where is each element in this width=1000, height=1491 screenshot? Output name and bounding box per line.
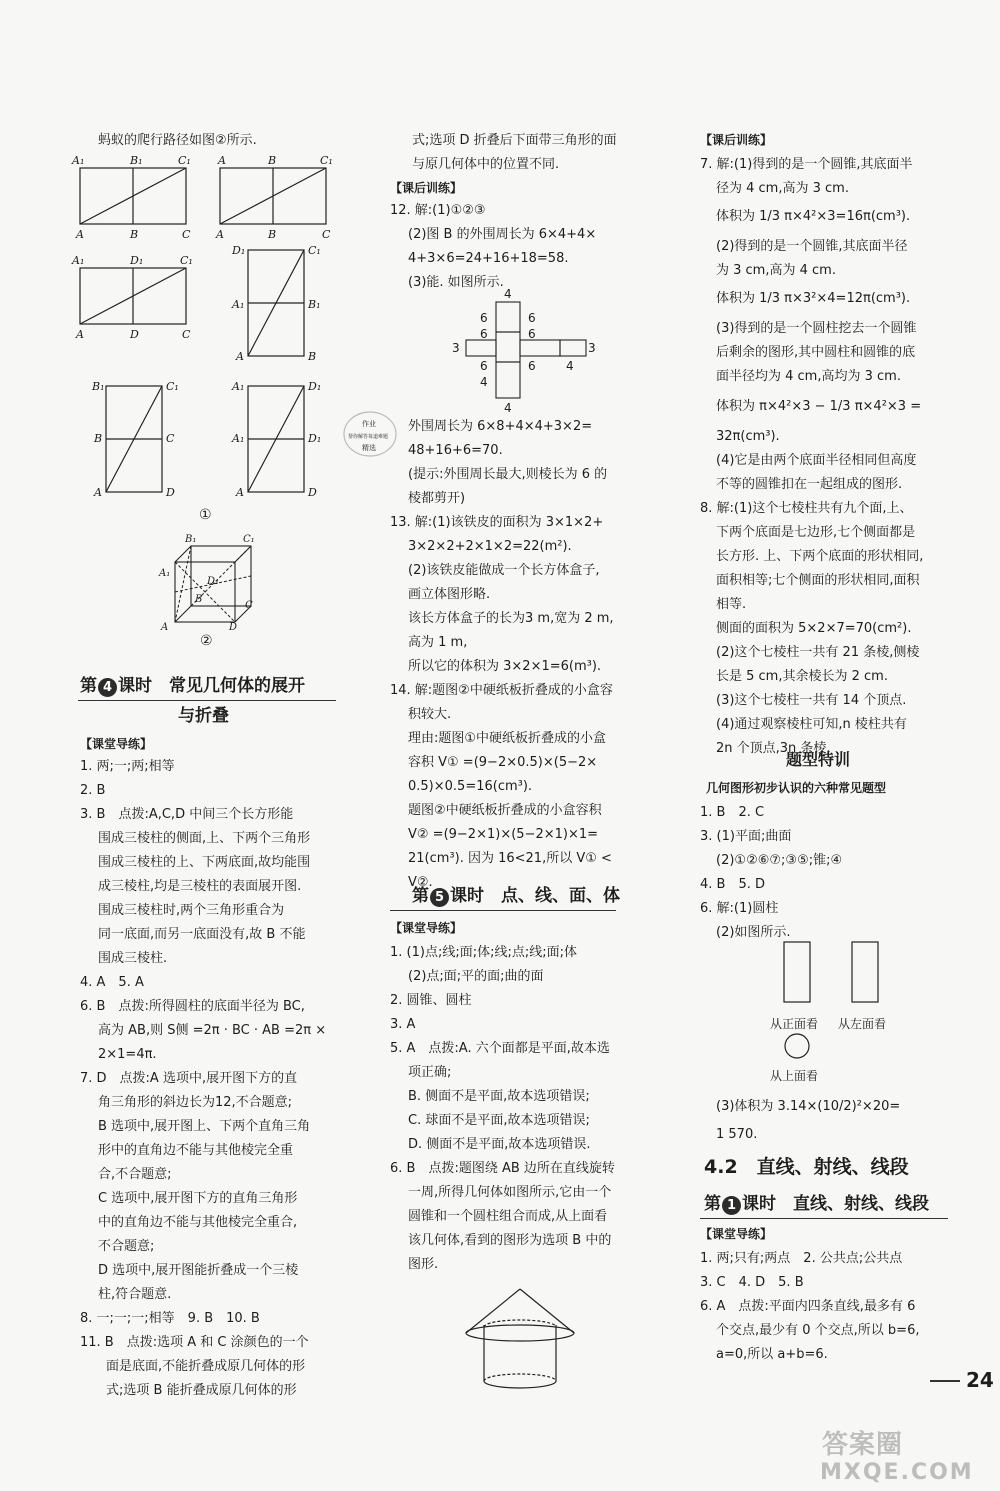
- svg-text:D₁: D₁: [207, 576, 220, 587]
- section-class-guide: 【课堂导练】: [80, 737, 153, 751]
- lesson-1-title: 第 1 课时 直线、射线、线段: [704, 1194, 929, 1214]
- line: 侧面的面积为 5×2×7=70(cm²).: [716, 621, 912, 636]
- svg-text:B₁: B₁: [130, 154, 143, 167]
- view-left-label: 从左面看: [838, 1017, 887, 1031]
- line: 1. 两;一;两;相等: [80, 759, 175, 774]
- line: 12. 解:(1)①②③: [390, 203, 486, 218]
- line: (提示:外围周长最大,则棱长为 6 的: [408, 467, 608, 482]
- line: 成三棱柱,均是三棱柱的表面展开图.: [98, 879, 302, 894]
- svg-text:6: 6: [528, 311, 536, 325]
- line: (3)体积为 3.14×(10/2)²×20=: [716, 1099, 901, 1114]
- svg-text:B: B: [94, 432, 103, 445]
- page-number: 24: [966, 1368, 994, 1392]
- svg-text:D: D: [229, 622, 238, 632]
- net-diagram: [448, 288, 598, 416]
- intro-text: 蚂蚁的爬行路径如图②所示.: [98, 133, 257, 148]
- svg-text:B: B: [268, 228, 277, 241]
- line: 6. B 点拨:所得圆柱的底面半径为 BC,: [80, 999, 305, 1014]
- line: 外围周长为 6×8+4×4+3×2=: [408, 419, 593, 434]
- line: (2)得到的是一个圆锥,其底面半径: [716, 239, 908, 254]
- line: 2. B: [80, 783, 106, 798]
- line: 2. 圆锥、圆柱: [390, 993, 472, 1008]
- svg-text:B: B: [195, 594, 203, 605]
- line: 积较大.: [408, 707, 452, 722]
- line: 1 570.: [716, 1127, 758, 1142]
- line: 式;选项 D 折叠后下面带三角形的面: [412, 133, 617, 148]
- lesson-4-title: 第 4 课时 常见几何体的展开: [80, 676, 305, 696]
- svg-text:4: 4: [566, 359, 574, 373]
- cube-diagram: [155, 532, 265, 632]
- svg-text:C₁: C₁: [243, 534, 255, 545]
- line: 与原几何体中的位置不同.: [412, 157, 560, 172]
- line: (2)该铁皮能做成一个长方体盒子,: [408, 563, 600, 578]
- line: 一周,所得几何体如图所示,它由一个: [408, 1185, 612, 1200]
- line: (2)点;面;平的面;曲的面: [408, 969, 544, 984]
- line: 14. 解:题图②中硬纸板折叠成的小盒容: [390, 683, 613, 698]
- lesson-4-title-line2: 与折叠: [178, 706, 229, 726]
- svg-text:D₁: D₁: [130, 254, 144, 267]
- line: 围成三棱柱时,两个三角形重合为: [98, 903, 285, 918]
- special-title: 题型特训: [786, 750, 851, 769]
- svg-text:C: C: [182, 228, 191, 241]
- path-diagrams: [68, 150, 348, 510]
- line: 径为 4 cm,高为 3 cm.: [716, 181, 849, 196]
- svg-text:4: 4: [480, 375, 488, 389]
- line: 后剩余的图形,其中圆柱和圆锥的底: [716, 345, 916, 360]
- line: 为 3 cm,高为 4 cm.: [716, 263, 836, 278]
- svg-text:B₁: B₁: [308, 298, 321, 311]
- svg-text:A₁: A₁: [232, 432, 245, 445]
- line: 体积为 1/3 π×3²×4=12π(cm³).: [716, 291, 911, 306]
- line: (2)图 B 的外围周长为 6×4+4×: [408, 227, 597, 242]
- line: 长方形. 上、下两个底面的形状相同,: [716, 549, 924, 564]
- line: 高为 AB,则 S侧 =2π · BC · AB =2π ×: [98, 1023, 327, 1038]
- svg-text:C: C: [182, 328, 191, 341]
- line: (3)这个七棱柱一共有 14 个顶点.: [716, 693, 907, 708]
- line: 该长方体盒子的长为3 m,宽为 2 m,: [408, 611, 614, 626]
- line: (2)这个七棱柱一共有 21 条棱,侧棱: [716, 645, 920, 660]
- line: 1. B 2. C: [700, 805, 765, 820]
- line: 6. 解:(1)圆柱: [700, 901, 779, 916]
- svg-text:4: 4: [504, 288, 512, 301]
- section-after-class: 【课后训练】: [700, 133, 773, 147]
- line: 项正确;: [408, 1065, 452, 1080]
- line: 面积相等;七个侧面的形状相同,面积: [716, 573, 920, 588]
- line: 围成三棱柱的侧面,上、下两个三角形: [98, 831, 311, 846]
- section-class-guide: 【课堂导练】: [390, 921, 463, 935]
- svg-text:D₁: D₁: [308, 432, 322, 445]
- line: 3×2×2+2×1×2=22(m²).: [408, 539, 572, 554]
- svg-text:D: D: [130, 328, 139, 341]
- line: 3. B 点拨:A,C,D 中间三个长方形能: [80, 807, 294, 822]
- line: 1. (1)点;线;面;体;线;点;线;面;体: [390, 945, 577, 960]
- svg-text:C₁: C₁: [320, 154, 333, 167]
- svg-text:精选: 精选: [362, 444, 376, 452]
- line: 体积为 π×4²×3 − 1/3 π×4²×3 =: [716, 399, 922, 414]
- line: 同一底面,而另一底面没有,故 B 不能: [98, 927, 306, 942]
- line: 高为 1 m,: [408, 635, 468, 650]
- lesson-5-title: 第 5 课时 点、线、面、体: [412, 886, 620, 906]
- line: 1. 两;只有;两点 2. 公共点;公共点: [700, 1251, 903, 1266]
- line: 棱都剪开): [408, 491, 466, 506]
- svg-text:B: B: [268, 154, 277, 167]
- svg-text:C: C: [245, 600, 253, 611]
- line: 5. A 点拨:A. 六个面都是平面,故本选: [390, 1041, 610, 1056]
- line: 2×1=4π.: [98, 1047, 157, 1062]
- svg-text:D₁: D₁: [232, 244, 246, 257]
- line: 面是底面,不能折叠成原几何体的形: [106, 1359, 306, 1374]
- line: 0.5)×0.5=16(cm³).: [408, 779, 533, 794]
- line: (4)它是由两个底面半径相同但高度: [716, 453, 917, 468]
- stamp-seal: [340, 408, 400, 460]
- svg-text:3: 3: [452, 341, 460, 355]
- figure-1-label: ①: [199, 507, 212, 523]
- line: 32π(cm³).: [716, 429, 780, 444]
- svg-text:A: A: [216, 228, 224, 241]
- line: 不合题意;: [98, 1239, 155, 1254]
- svg-text:A: A: [236, 486, 244, 499]
- svg-text:C₁: C₁: [178, 154, 191, 167]
- line: V② =(9−2×1)×(5−2×1)×1=: [408, 827, 599, 842]
- figure-2-label: ②: [200, 633, 213, 649]
- svg-text:6: 6: [480, 359, 488, 373]
- svg-text:帮你解答每道难题: 帮你解答每道难题: [348, 434, 389, 440]
- line: 围成三棱柱.: [98, 951, 168, 966]
- line: 该几何体,看到的图形为选项 B 中的: [408, 1233, 612, 1248]
- svg-text:D: D: [166, 486, 175, 499]
- line: 画立体图形略.: [408, 587, 491, 602]
- line: 围成三棱柱的上、下两底面,故均能围: [98, 855, 311, 870]
- line: 所以它的体积为 3×2×1=6(m³).: [408, 659, 602, 674]
- line: C. 球面不是平面,故本选项错误;: [408, 1113, 590, 1128]
- page-number-rule: [930, 1380, 960, 1382]
- line: 6. A 点拨:平面内四条直线,最多有 6: [700, 1299, 916, 1314]
- three-views-diagram: [770, 936, 900, 1066]
- chapter-title: 4.2 直线、射线、线段: [704, 1156, 909, 1178]
- view-top-label: 从上面看: [770, 1069, 819, 1083]
- svg-text:A: A: [161, 622, 169, 632]
- svg-text:B: B: [130, 228, 139, 241]
- svg-text:A: A: [94, 486, 102, 499]
- svg-text:A₁: A₁: [72, 254, 85, 267]
- line: 图形.: [408, 1257, 439, 1272]
- svg-text:C: C: [166, 432, 175, 445]
- view-front-label: 从正面看: [770, 1017, 819, 1031]
- line: V②.: [408, 875, 433, 890]
- line: 下两个底面是七边形,七个侧面都是: [716, 525, 916, 540]
- line: 8. 一;一;一;相等 9. B 10. B: [80, 1311, 260, 1326]
- svg-text:B₁: B₁: [185, 534, 197, 545]
- line: 面半径均为 4 cm,高均为 3 cm.: [716, 369, 901, 384]
- line: 21(cm³). 因为 16<21,所以 V① <: [408, 851, 612, 866]
- line: 中的直角边不能与其他棱完全重合,: [98, 1215, 298, 1230]
- svg-text:D: D: [308, 486, 317, 499]
- line: 式;选项 B 能折叠成原几何体的形: [106, 1383, 297, 1398]
- svg-text:作业: 作业: [362, 420, 376, 428]
- line: 3. C 4. D 5. B: [700, 1275, 804, 1290]
- line: 长是 5 cm,其余棱长为 2 cm.: [716, 669, 888, 684]
- svg-text:A: A: [76, 228, 84, 241]
- line: 6. B 点拨:题图绕 AB 边所在直线旋转: [390, 1161, 615, 1176]
- svg-text:A₁: A₁: [232, 298, 245, 311]
- line: 3. (1)平面;曲面: [700, 829, 792, 844]
- line: 合,不合题意;: [98, 1167, 172, 1182]
- line: 相等.: [716, 597, 747, 612]
- svg-text:C: C: [322, 228, 331, 241]
- line: (4)通过观察棱柱可知,n 棱柱共有: [716, 717, 907, 732]
- special-subtitle: 几何图形初步认识的六种常见题型: [706, 781, 887, 795]
- line: 体积为 1/3 π×4²×3=16π(cm³).: [716, 209, 911, 224]
- line: 11. B 点拨:选项 A 和 C 涂颜色的一个: [80, 1335, 309, 1350]
- svg-text:A₁: A₁: [72, 154, 85, 167]
- svg-text:D₁: D₁: [308, 380, 322, 393]
- line: 8. 解:(1)这个七棱柱共有九个面,上、: [700, 501, 913, 516]
- svg-text:A₁: A₁: [159, 568, 171, 579]
- line: D. 侧面不是平面,故本选项错误.: [408, 1137, 591, 1152]
- line: 7. 解:(1)得到的是一个圆锥,其底面半: [700, 157, 913, 172]
- line: (3)能. 如图所示.: [408, 275, 504, 290]
- line: 2n 个顶点,3n 条棱.: [716, 741, 831, 756]
- line: a=0,所以 a+b=6.: [716, 1347, 828, 1362]
- svg-text:C₁: C₁: [308, 244, 321, 257]
- line: (2)如图所示.: [716, 925, 791, 940]
- svg-text:6: 6: [480, 311, 488, 325]
- svg-text:A: A: [236, 350, 244, 363]
- line: 角三角形的斜边长为12,不合题意;: [98, 1095, 293, 1110]
- svg-text:C₁: C₁: [166, 380, 179, 393]
- line: C 选项中,展开图下方的直角三角形: [98, 1191, 298, 1206]
- section-after-class: 【课后训练】: [390, 181, 463, 195]
- line: 理由:题图①中硬纸板折叠成的小盒: [408, 731, 607, 746]
- line: 4. B 5. D: [700, 877, 766, 892]
- svg-text:6: 6: [528, 327, 536, 341]
- line: B 选项中,展开图上、下两个直角三角: [98, 1119, 311, 1134]
- svg-text:6: 6: [528, 359, 536, 373]
- line: 13. 解:(1)该铁皮的面积为 3×1×2+: [390, 515, 604, 530]
- line: 7. D 点拨:A 选项中,展开图下方的直: [80, 1071, 298, 1086]
- svg-text:A: A: [218, 154, 226, 167]
- line: D 选项中,展开图能折叠成一个三棱: [98, 1263, 299, 1278]
- line: 48+16+6=70.: [408, 443, 503, 458]
- line: (3)得到的是一个圆柱挖去一个圆锥: [716, 321, 917, 336]
- svg-text:C₁: C₁: [180, 254, 193, 267]
- svg-text:B: B: [308, 350, 317, 363]
- line: 4. A 5. A: [80, 975, 144, 990]
- svg-text:B₁: B₁: [92, 380, 105, 393]
- line: 4+3×6=24+16+18=58.: [408, 251, 569, 266]
- line: 个交点,最少有 0 个交点,所以 b=6,: [716, 1323, 920, 1338]
- line: 形中的直角边不能与其他棱完全重: [98, 1143, 294, 1158]
- line: (2)①②⑥⑦;③⑤;锥;④: [716, 853, 843, 868]
- site-watermark: MXQE.COM: [820, 1460, 974, 1485]
- line: 柱,符合题意.: [98, 1287, 172, 1302]
- site-watermark-cn: 答案圈: [822, 1430, 904, 1460]
- line: 圆锥和一个圆柱组合而成,从上面看: [408, 1209, 608, 1224]
- section-class-guide: 【课堂导练】: [700, 1227, 773, 1241]
- svg-text:6: 6: [480, 327, 488, 341]
- svg-text:A₁: A₁: [232, 380, 245, 393]
- svg-text:A: A: [76, 328, 84, 341]
- svg-text:4: 4: [504, 401, 512, 415]
- line: 不等的圆锥扣在一起组成的图形.: [716, 477, 903, 492]
- line: 3. A: [390, 1017, 416, 1032]
- line: 题图②中硬纸板折叠成的小盒容积: [408, 803, 602, 818]
- line: B. 侧面不是平面,故本选项错误;: [408, 1089, 590, 1104]
- cone-cylinder-diagram: [460, 1285, 580, 1395]
- svg-text:3: 3: [588, 341, 596, 355]
- line: 容积 V① =(9−2×0.5)×(5−2×: [408, 755, 598, 770]
